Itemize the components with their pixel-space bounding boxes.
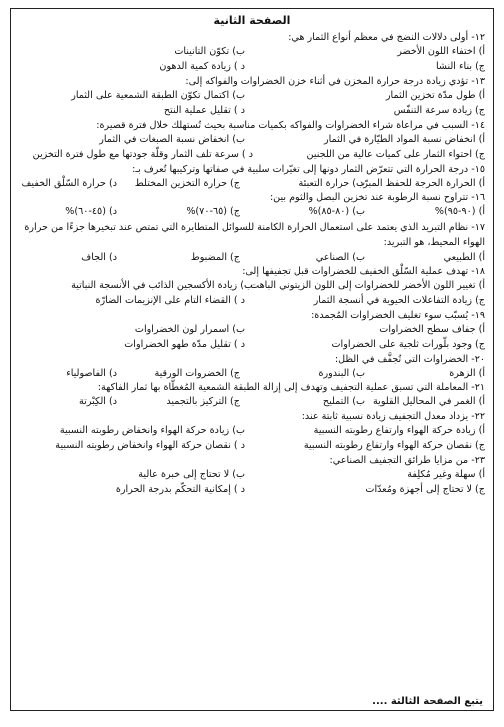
question-18-option-b: ب) زيادة الأكسجين الذائب في الأنسجة النباتية bbox=[71, 280, 253, 292]
question-22-option-d: د ) نقصان حركة الهواء وانخفاض رطوبته النسبية bbox=[55, 440, 245, 452]
question-12-options-row-1 bbox=[19, 44, 485, 59]
question-12-option-c: ج) بناء النشا bbox=[436, 61, 485, 73]
question-23-options-row-2 bbox=[19, 482, 485, 497]
question-21-stem: ٢١- المعاملة التي تسبق عملية التجفيف وتهدف إلى إزالة الطبقة الشمعية المُغطّاة بها ثمار الفاكهة: bbox=[97, 382, 485, 394]
question-13-options-row-1 bbox=[19, 88, 485, 103]
question-14-options-row-2 bbox=[19, 147, 485, 162]
question-14-option-c: ج) احتواء الثمار على كميات عالية من اللجنين bbox=[306, 149, 485, 161]
exam-page bbox=[10, 8, 494, 711]
question-14-option-a: أ) انخفاض نسبة المواد الطيّارة في الثمار bbox=[323, 133, 485, 145]
question-16-option-d: د) (٤٥-٦٠)% bbox=[65, 206, 117, 218]
question-16-stem: ١٦- تتراوح نسبة الرطوبة عند تخزين البصل والثوم بين: bbox=[269, 192, 485, 204]
question-18-options-row-2 bbox=[19, 293, 485, 308]
question-13-option-b: ب) اكتمال تكوّن الطبقة الشمعية على الثمار bbox=[71, 89, 245, 101]
question-19-option-a: أ) جفاف سطح الخضراوات bbox=[379, 323, 485, 335]
question-13-option-a: أ) طول مدّة تخزين الثمار bbox=[385, 89, 485, 101]
question-22-options-row-2 bbox=[19, 438, 485, 453]
question-19-option-b: ب) اسمرار لون الخضراوات bbox=[134, 323, 245, 335]
question-16-option-a: أ) (٩٠-٩٥)% bbox=[434, 206, 485, 218]
question-22-option-a: أ) زيادة حركة الهواء وارتفاع رطوبته النسبية bbox=[313, 424, 485, 436]
question-23-options-row-1 bbox=[19, 467, 485, 482]
question-17-option-d: د) الجاف bbox=[81, 251, 117, 263]
question-22-options-row-1 bbox=[19, 423, 485, 438]
question-17-option-a: أ) الطبيعي bbox=[443, 251, 485, 263]
page-title: الصفحة الثانية bbox=[213, 14, 291, 27]
question-20-option-d: د) الفاصولياء bbox=[66, 367, 117, 379]
question-12-option-b: ب) تكوّن التانينات bbox=[174, 46, 245, 58]
question-14-stem: ١٤- السبب في مراعاة شراء الخضراوات والفواكه بكميات مناسبة بحيث تُستهلك خلال فترة قصيرة: bbox=[96, 119, 485, 131]
question-19-option-c: ج) وجود بلّورات ثلجية على الخضراوات bbox=[331, 339, 485, 351]
question-14-options-row-1 bbox=[19, 132, 485, 147]
question-21-option-d: د) الكِبْرتة bbox=[79, 396, 117, 408]
question-19-option-d: د ) تقليل مدّة طهو الخضراوات bbox=[124, 339, 245, 351]
question-20-option-a: أ) الزهرة bbox=[449, 367, 485, 379]
question-17-option-c: ج) المضبوط bbox=[190, 251, 240, 263]
question-14-option-d: د ) سرعة تلف الثمار وقلّة جودتها مع طول فترة التخزين bbox=[32, 149, 253, 161]
question-15-options-row bbox=[19, 176, 485, 191]
question-19-options-row-2 bbox=[19, 337, 485, 352]
question-22-option-c: ج) نقصان حركة الهواء وارتفاع رطوبته النسبية bbox=[303, 440, 485, 452]
question-12-option-a: أ) اختفاء اللون الأخضر bbox=[397, 46, 485, 58]
question-17-stem: ١٧- نظام التبريد الذي يعتمد على استعمال الحرارة الكامنة للسوائل المتطايرة التي تمتص عند تبخيرها جزءًا من حرارة الهواء المحيط، هو التبريد: bbox=[24, 221, 485, 248]
question-17-option-b: ب) الصناعي bbox=[315, 251, 365, 263]
question-16-option-c: ج) (٦٥-٧٠)% bbox=[186, 206, 240, 218]
question-13-option-c: ج) زيادة سرعة التنفّس bbox=[393, 105, 485, 117]
question-13-option-d: د ) تقليل عملية النتح bbox=[163, 105, 245, 117]
question-17-options-row bbox=[19, 250, 485, 265]
question-23-option-a: أ) سهلة وغير مُكلِفة bbox=[407, 468, 485, 480]
question-12-stem: ١٢- أولى دلالات النضج في معظم أنواع الثمار هي: bbox=[288, 32, 485, 43]
question-20-options-row bbox=[19, 366, 485, 381]
question-15-option-a: أ) الحرارة الحرجة للحفظ المبرّد bbox=[358, 177, 485, 189]
question-20-option-b: ب) البندورة bbox=[318, 367, 365, 379]
question-18-option-c: ج) زيادة التفاعلات الحيوية في أنسجة الثمار bbox=[313, 295, 485, 307]
question-19-stem: ١٩- يُسبّب سوء تغليف الخضراوات المُجمدة: bbox=[311, 309, 485, 321]
question-16-options-row bbox=[19, 204, 485, 219]
question-13-options-row-2 bbox=[19, 103, 485, 118]
question-20-stem: ٢٠- الخضراوات التي تُجفَّف في الظل: bbox=[334, 353, 485, 365]
question-14-option-b: ب) انخفاض نسبة الصبغات في الثمار bbox=[99, 133, 245, 145]
question-20-option-c: ج) الخضروات الورقية bbox=[154, 367, 240, 379]
question-21-option-a: أ) الغمر في المحاليل القلوية bbox=[373, 396, 485, 408]
question-12-options-row-2 bbox=[19, 59, 485, 74]
question-22-stem: ٢٢- يزداد معدل التجفيف زيادة نسبية ثابتة عند: bbox=[301, 410, 485, 422]
question-16-option-b: ب) (٨٠-٨٥)% bbox=[308, 206, 365, 218]
question-23-option-b: ب) لا تحتاج إلى خبرة عالية bbox=[138, 468, 245, 480]
question-18-option-d: د ) القضاء التام على الإنزيمات الضارّة bbox=[95, 295, 245, 307]
question-18-option-a: أ) تغيير اللون الأخضر للخضراوات إلى اللون الزيتوني الباهت bbox=[250, 280, 485, 292]
question-15-stem: ١٥- درجة الحرارة التي تتعرّض الثمار دونها إلى تغيّرات سلبية في صفاتها وتركيبها تُعرف بـ: bbox=[132, 163, 485, 175]
question-23-option-d: د ) إمكانية التحكّم بدرجة الحرارة bbox=[115, 484, 245, 496]
question-13-stem: ١٣- تؤدي زيادة درجة حرارة المخزن في أثناء خزن الخضراوات والفواكه إلى: bbox=[185, 75, 485, 87]
question-18-stem: ١٨- تهدف عملية السّلْق الخفيف للخضراوات قبل تجفيفها إلى: bbox=[242, 265, 485, 277]
question-15-option-c: ج) حرارة التخزين المختلط bbox=[134, 177, 240, 189]
question-15-option-d: د) حرارة السّلْق الخفيف bbox=[21, 177, 117, 189]
question-18-options-row-1 bbox=[19, 278, 485, 293]
question-23-option-c: ج) لا تحتاج إلى أجهزة ومُعدّات bbox=[365, 484, 485, 496]
continue-note: يتبع الصفحة الثالثة .... bbox=[372, 696, 483, 707]
question-12-option-d: د ) زيادة كمية الدهون bbox=[159, 61, 245, 73]
question-21-option-b: ب) التمليح bbox=[322, 396, 365, 408]
question-21-options-row bbox=[19, 394, 485, 409]
question-22-option-b: ب) زيادة حركة الهواء وانخفاض رطوبته النسبية bbox=[59, 424, 245, 436]
question-15-option-b: ب) حرارة التعبئة bbox=[298, 177, 365, 189]
question-19-options-row-1 bbox=[19, 322, 485, 337]
question-21-option-c: ج) التركيز بالتجميد bbox=[166, 396, 240, 408]
question-23-stem: ٢٣- من مزايا طرائق التجفيف الصناعي: bbox=[329, 454, 485, 466]
